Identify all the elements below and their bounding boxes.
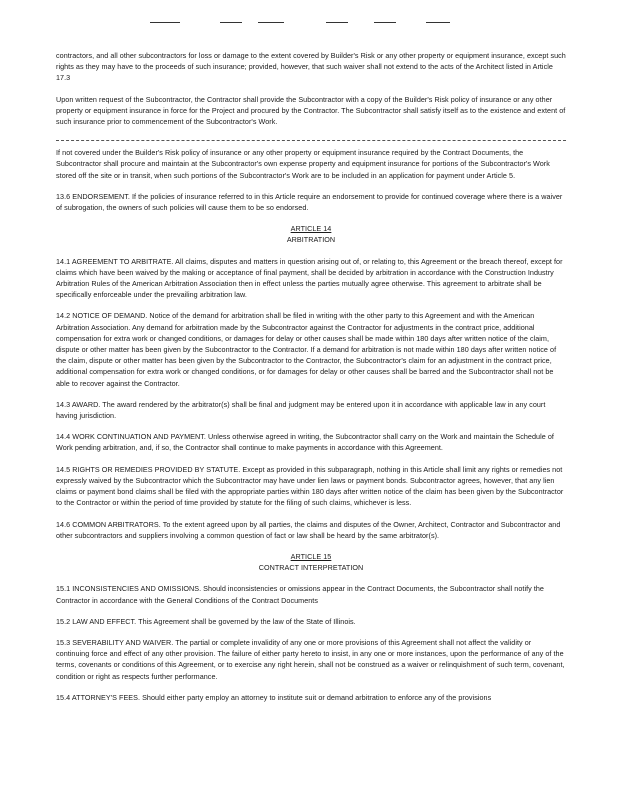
paragraph-waiver-continued: contractors, and all other subcontractors for loss or damage to the extent covered by Builder's Risk or any other property or equipment insurance, except such rights as they may have to the proceeds of such insurance; provided, however, that such waiver shall not extend to the acts of the Architect listed in Article 17.3 xyxy=(56,51,566,83)
page-splice-line xyxy=(56,133,566,145)
paragraph-14-6: 14.6 COMMON ARBITRATORS. To the extent agreed upon by all parties, the claims and disputes of the Owner, Architect, Contractor and Subcontractor and other subcontractors and suppliers involving a common question of fact or law shall be heard by the same arbitrator(s). xyxy=(56,519,561,540)
document-body xyxy=(56,50,566,713)
paragraph-builders-risk-copy: Upon written request of the Subcontractor, the Contractor shall provide the Subcontractor with a copy of the Builder's Risk policy of insurance or any other property or equipment insurance in force for the Project and procured by the Contractor. The Subcontractor shall satisfy itself as to the existence and extent of such insurance prior to commencement of the Subcontractor's Work. xyxy=(56,94,566,127)
article-14-title: ARBITRATION xyxy=(286,235,336,245)
article-15-heading xyxy=(56,551,566,573)
header-rule-fragments xyxy=(140,22,520,24)
paragraph-15-3: 15.3 SEVERABILITY AND WAIVER. The partial or complete invalidity of any one or more provisions of this Agreement shall not affect the validity or continuing force and effect of any other provision. The failure of either party hereto to insist, in any one or more instances, upon the performance of any of the terms, covenants or conditions of this Agreement, or to exercise any right herein, shall not be construed as a waiver or relinquishment of such term, covenant, condition or right as respects further performance. xyxy=(56,637,565,681)
paragraph-14-2: 14.2 NOTICE OF DEMAND. Notice of the demand for arbitration shall be filed in writing with the other party to this Agreement and with the American Arbitration Association. Any demand for arbitration made by the Subcontractor against the Contractor for adjustments in the contract price, additional compensation for extra work or changed conditions, or damages for delay or other causes shall be made within 180 days after written notice of the claim, dispute or other matter has been given by the Subcontractor to the Contractor. If a demand for arbitration is not made within 180 days after written notice of the claim, dispute or other matter has been given by the Subcontractor to the Contractor, the Subcontractor's claim for an adjustment in the contract price, additional compensation for extra work or changed conditions, or for damages for delay or other causes shall be barred and the Subcontractor shall not be able to recover against the Contractor. xyxy=(56,311,557,388)
article-14-number: ARTICLE 14 xyxy=(290,224,332,234)
paragraph-14-3: 14.3 AWARD. The award rendered by the arbitrator(s) shall be final and judgment may be entered upon it in accordance with applicable law in any court having jurisdiction. xyxy=(56,399,546,421)
paragraph-14-5: 14.5 RIGHTS OR REMEDIES PROVIDED BY STATUTE. Except as provided in this subparagraph, nothing in this Article shall limit any rights or remedies not expressly waived by the Subcontractor which the Subcontractor may have under lien laws or payment bonds. Subcontractor agrees, however, that any lien claims or payment bond claims shall be filed with the appropriate parties within 180 days after written notice of the claim has been given by the Subcontractor to the Contractor or within the period of time provided by statute for the filing of such claims, whichever is less. xyxy=(56,464,564,508)
paragraph-15-2: 15.2 LAW AND EFFECT. This Agreement shall be governed by the law of the State of Illinois. xyxy=(56,616,356,626)
paragraph-15-1: 15.1 INCONSISTENCIES AND OMISSIONS. Should inconsistencies or omissions appear in the Contract Documents, the Subcontractor shall notify the Contractor in accordance with the General Conditions of the Contract Documents xyxy=(56,584,544,605)
article-14-heading xyxy=(56,223,566,245)
article-15-title: CONTRACT INTERPRETATION xyxy=(258,563,364,573)
paragraph-14-4: 14.4 WORK CONTINUATION AND PAYMENT. Unless otherwise agreed in writing, the Subcontractor shall carry on the Work and maintain the Schedule of Work pending arbitration, and, if so, the Contractor shall continue to make payments in accordance with this Agreement. xyxy=(56,432,554,453)
paragraph-14-1: 14.1 AGREEMENT TO ARBITRATE. All claims, disputes and matters in question arising out of, or relating to, this Agreement or the breach thereof, except for claims which have been waived by the making or acceptance of final payment, shall be decided by arbitration in accordance with the Construction Industry Arbitration Rules of the American Arbitration Association then in effect unless the parties mutually agree otherwise. This agreement to arbitrate shall be specifically enforceable under the prevailing arbitration law. xyxy=(56,256,563,300)
article-15-number: ARTICLE 15 xyxy=(290,551,332,561)
paragraph-13-6-endorsement: 13.6 ENDORSEMENT. If the policies of insurance referred to in this Article require an endorsement to provide for continued coverage where there is a waiver of subrogation, the owners of such policies will cause them to be so endorsed. xyxy=(56,191,563,213)
paragraph-15-4: 15.4 ATTORNEY'S FEES. Should either party employ an attorney to institute suit or demand arbitration to enforce any of the provisions xyxy=(56,692,492,702)
paragraph-offsite-insurance: If not covered under the Builder's Risk policy of insurance or any other property or equipment insurance required by the Contract Documents, the Subcontractor shall procure and maintain at the Subcontractor's own expense property and equipment insurance for portions of the Subcontractor's Work stored off the site or in transit, when such portions of the Subcontractor's Work are to be included in an application for payment under Article 5. xyxy=(56,148,550,180)
